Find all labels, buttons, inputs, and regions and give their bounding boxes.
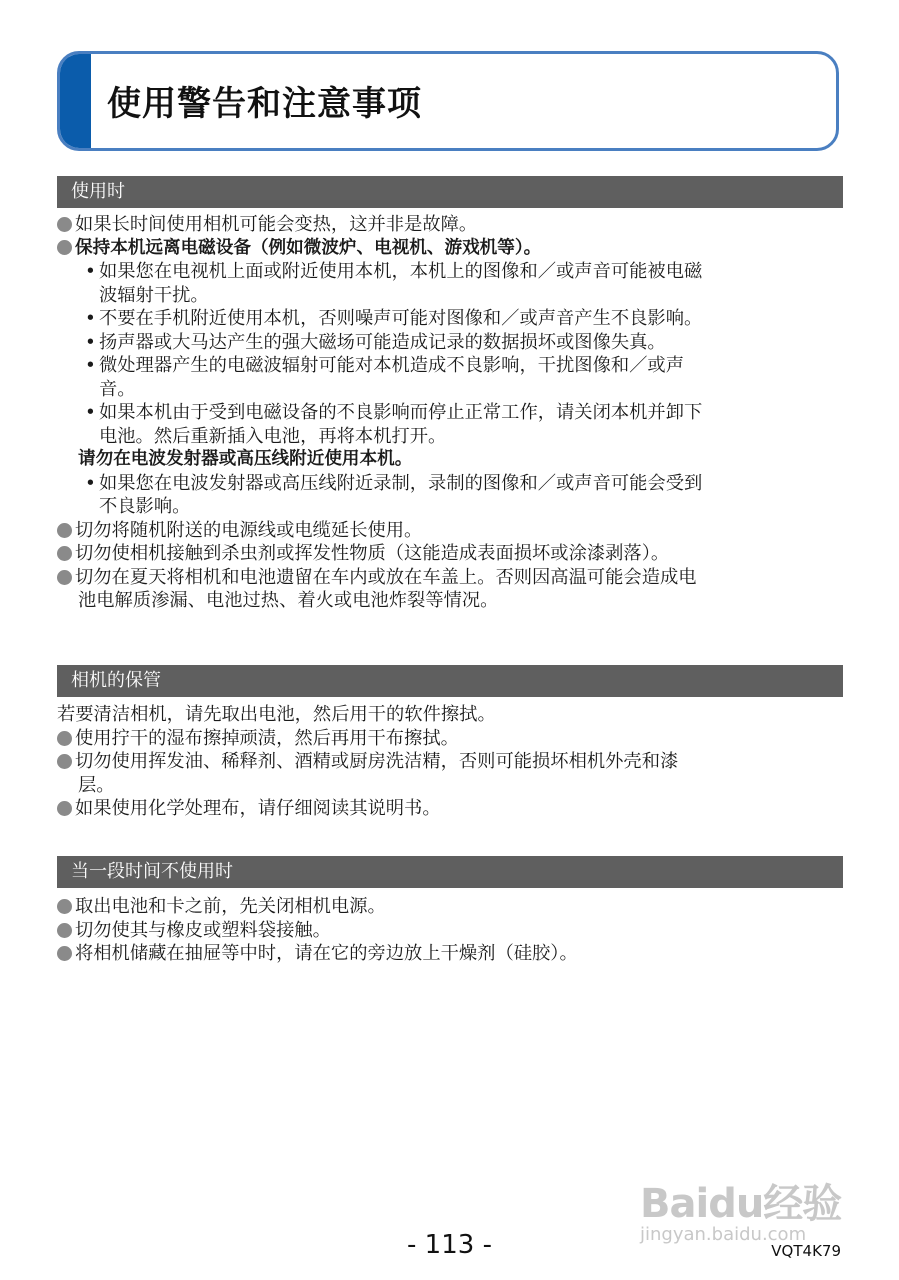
sub-bullet-icon: • xyxy=(85,308,96,329)
sub-item xyxy=(57,307,847,331)
plain-line xyxy=(57,703,847,727)
line-text: 请勿在电波发射器或高压线附近使用本机。 xyxy=(78,449,413,469)
line-text: 如果长时间使用相机可能会变热，这并非是故障。 xyxy=(75,214,478,235)
bullet-icon xyxy=(57,754,72,769)
bullet-item-bold xyxy=(57,237,847,261)
sub-bullet-icon: • xyxy=(85,331,96,353)
section-header-storage: 相机的保管 xyxy=(57,665,843,697)
sub-bullet-icon: • xyxy=(85,472,96,494)
watermark-url: jingyan.baidu.com xyxy=(640,1224,807,1245)
line-text: 池电解质渗漏、电池过热、着火或电池炸裂等情况。 xyxy=(78,590,499,611)
bullet-icon xyxy=(57,570,72,585)
sub-item-continuation xyxy=(57,425,847,449)
line-text: 微处理器产生的电磁波辐射可能对本机造成不良影响，干扰图像和／或声 xyxy=(99,355,684,376)
line-text: 取出电池和卡之前，先关闭相机电源。 xyxy=(75,896,386,917)
section-body-long-term xyxy=(57,895,847,966)
bullet-item-continuation xyxy=(57,589,847,613)
line-text: 如果使用化学处理布，请仔细阅读其说明书。 xyxy=(75,798,441,819)
bullet-item xyxy=(57,566,847,590)
line-text: 保持本机远离电磁设备（例如微波炉、电视机、游戏机等）。 xyxy=(75,237,542,258)
line-text: 切勿使相机接触到杀虫剂或挥发性物质（这能造成表面损坏或涂漆剥落）。 xyxy=(75,543,670,564)
section-header-long-term: 当一段时间不使用时 xyxy=(57,856,843,888)
sub-item-continuation xyxy=(57,284,847,308)
bullet-icon xyxy=(57,731,72,746)
title-accent-bar xyxy=(60,54,91,148)
document-code: VQT4K79 xyxy=(771,1242,841,1260)
bullet-icon xyxy=(57,217,72,232)
section-header-in-use: 使用时 xyxy=(57,176,843,208)
sub-item xyxy=(57,331,847,355)
bullet-item xyxy=(57,797,847,821)
line-text: 不要在手机附近使用本机，否则噪声可能对图像和／或声音产生不良影响。 xyxy=(99,308,703,329)
line-text: 层。 xyxy=(78,774,115,796)
bullet-icon xyxy=(57,523,72,538)
line-text: 若要清洁相机，请先取出电池，然后用干的软件擦拭。 xyxy=(57,704,496,725)
sub-item xyxy=(57,260,847,284)
bullet-icon xyxy=(57,240,72,255)
bullet-item xyxy=(57,919,847,943)
bullet-item-continuation xyxy=(57,774,847,798)
bullet-icon xyxy=(57,899,72,914)
bullet-item xyxy=(57,213,847,237)
line-text: 不良影响。 xyxy=(99,496,191,517)
bullet-item xyxy=(57,895,847,919)
page-number: - 113 - xyxy=(407,1230,492,1260)
bullet-item xyxy=(57,519,847,543)
sub-item xyxy=(57,354,847,378)
sub-bullet-icon: • xyxy=(85,261,96,282)
bullet-item xyxy=(57,727,847,751)
line-text: 切勿将随机附送的电源线或电缆延长使用。 xyxy=(75,519,423,541)
line-text: 音。 xyxy=(99,378,136,400)
line-text: 扬声器或大马达产生的强大磁场可能造成记录的数据损坏或图像失真。 xyxy=(99,331,666,353)
bullet-icon xyxy=(57,801,72,816)
section-body-in-use xyxy=(57,213,847,613)
title-box xyxy=(57,51,839,151)
bullet-icon xyxy=(57,923,72,938)
section-body-storage xyxy=(57,703,847,821)
line-text: 切勿使用挥发油、稀释剂、酒精或厨房洗洁精，否则可能损坏相机外壳和漆 xyxy=(75,751,679,772)
line-text: 将相机储藏在抽屉等中时，请在它的旁边放上干燥剂（硅胶）。 xyxy=(75,943,578,964)
sub-item-continuation xyxy=(57,378,847,402)
bullet-item xyxy=(57,750,847,774)
sub-item-continuation xyxy=(57,495,847,519)
bullet-item xyxy=(57,942,847,966)
line-text: 使用拧干的湿布擦掉顽渍，然后再用干布擦拭。 xyxy=(75,727,459,749)
line-text: 如果您在电视机上面或附近使用本机，本机上的图像和／或声音可能被电磁 xyxy=(99,261,703,282)
bold-note xyxy=(57,448,847,472)
line-text: 如果您在电波发射器或高压线附近录制，录制的图像和／或声音可能会受到 xyxy=(99,472,703,494)
bullet-icon xyxy=(57,546,72,561)
bullet-icon xyxy=(57,946,72,961)
sub-item xyxy=(57,472,847,496)
page-title: 使用警告和注意事项 xyxy=(107,84,422,124)
line-text: 如果本机由于受到电磁设备的不良影响而停止正常工作，请关闭本机并卸下 xyxy=(99,402,703,423)
sub-item xyxy=(57,401,847,425)
line-text: 波辐射干扰。 xyxy=(99,284,209,306)
line-text: 电池。然后重新插入电池，再将本机打开。 xyxy=(99,425,447,447)
watermark-logo: Baidu经验 xyxy=(640,1181,842,1227)
bullet-item xyxy=(57,542,847,566)
sub-bullet-icon: • xyxy=(85,355,96,376)
sub-bullet-icon: • xyxy=(85,402,96,423)
line-text: 切勿在夏天将相机和电池遗留在车内或放在车盖上。否则因高温可能会造成电 xyxy=(75,566,697,588)
line-text: 切勿使其与橡皮或塑料袋接触。 xyxy=(75,919,331,941)
